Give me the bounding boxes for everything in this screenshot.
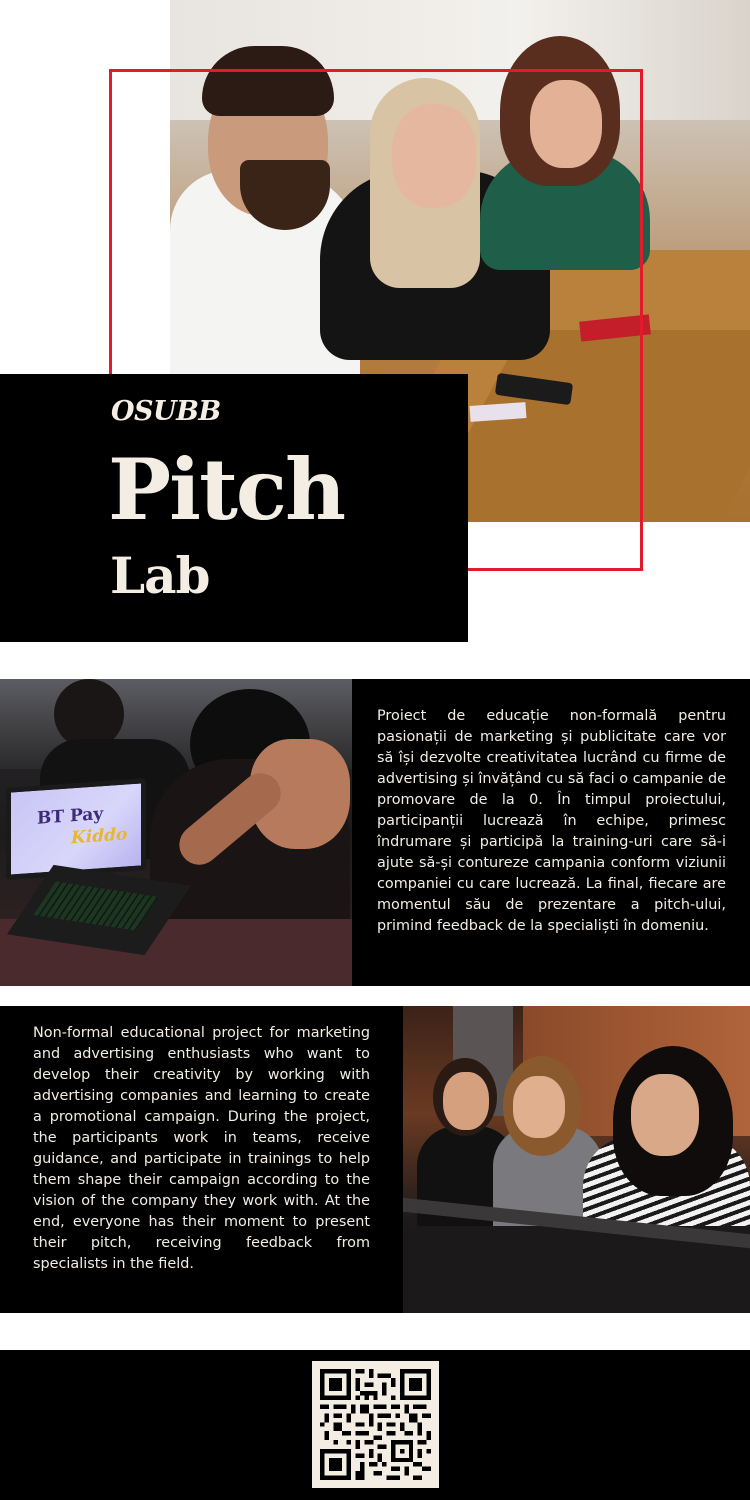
footer-qr-band xyxy=(0,1350,750,1500)
description-romanian: Proiect de educație non-formală pentru pasionații de marketing și publicitate care vor să își dezvolte creativitatea lucrând cu firme de advertising și învățând cu să faci o campanie de promovare de la 0. În timpul proiectului, participanții lucrează în echipe, primesc îndrumare și participă la training-uri care să-i ajute să-și contureze campania conform viziunii companiei cu care lucrează. La final, fiecare are momentul său de prezentare a pitch-ului, primind feedback de la specialiști în domeniu. xyxy=(377,708,726,934)
organization-name: OSUBB xyxy=(111,396,221,427)
laptop-screen-title: BT Pay xyxy=(37,804,104,829)
laptop-screen-subtitle: Kiddo xyxy=(71,824,128,849)
page-title: Pitch xyxy=(108,440,345,539)
title-block xyxy=(0,374,468,642)
section-romanian xyxy=(0,679,750,986)
audience-photo xyxy=(403,1006,750,1313)
laptop-screen xyxy=(6,778,146,880)
section-english xyxy=(0,1006,750,1313)
qr-code-icon[interactable] xyxy=(312,1361,439,1488)
workshop-laptop-photo xyxy=(0,679,352,986)
description-english: Non-formal educational project for marketing and advertising enthusiasts who want to develop their creativity by working with advertising companies and learning to create a promotional campaign. During the project, the participants work in teams, receive guidance, and participate in trainings to help them shape their campaign according to the vision of the company they work with. At the end, everyone has their moment to present their pitch, receiving feedback from specialists in the field. xyxy=(33,1025,370,1272)
page-subtitle: Lab xyxy=(110,546,210,605)
